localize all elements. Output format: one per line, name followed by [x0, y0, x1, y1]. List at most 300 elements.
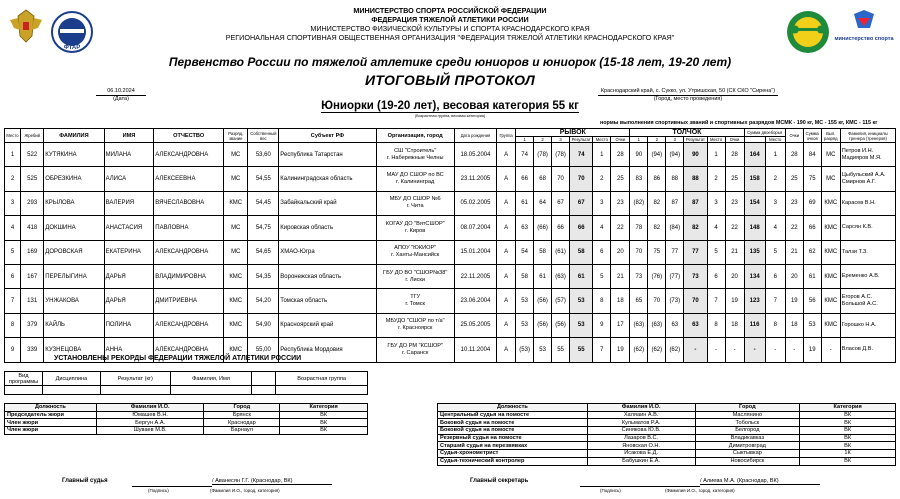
cell-c1: (82) [630, 191, 648, 215]
judges-row [438, 419, 896, 427]
cell-tp: 6 [765, 264, 785, 288]
cell-rank: КМС [224, 338, 248, 362]
cell-total: 123 [744, 289, 765, 313]
cell-tp: 4 [765, 216, 785, 240]
cell-total: 154 [744, 191, 765, 215]
cell-sp: 1 [593, 143, 611, 167]
place-caption: (Город, место проведения) [653, 96, 723, 102]
cell-coach: Сарсян К.В. [840, 216, 895, 240]
cell-org [376, 264, 454, 288]
chief-judge-name-caption: (Фамилия И.О., город, категория) [210, 488, 280, 493]
cell-s3: (63) [552, 264, 570, 288]
cell-sp: 7 [593, 338, 611, 362]
judges-cell: Новосибирск [695, 457, 800, 465]
org-city: г. Красноярск [398, 325, 433, 332]
judges-table [437, 403, 896, 466]
cell-birth: 10.11.2004 [454, 338, 496, 362]
cell-tp: - [765, 338, 785, 362]
col-region: Субъект РФ [279, 129, 376, 143]
jury-body [5, 411, 368, 434]
category-title [0, 100, 900, 112]
cell-s2: (56) [534, 313, 552, 337]
cell-c1: 65 [630, 289, 648, 313]
col-bodyweight: Собственный вес [248, 129, 279, 143]
cell-ful: МС [821, 143, 840, 167]
cell-sum: 84 [803, 143, 821, 167]
cell-bw: 54,35 [248, 264, 279, 288]
cell-coach: Егоров А.С. Большой А.С. [840, 289, 895, 313]
cell-cr: 88 [684, 167, 707, 191]
cell-ful: КМС [821, 264, 840, 288]
records-title-text: УСТАНОВЛЕНЫ РЕКОРДЫ ФЕДЕРАЦИИ ТЯЖЕЛОЙ АТЛЕТИКИ РОССИИ [54, 355, 302, 362]
cell-group: А [497, 167, 516, 191]
cell-patronymic: АЛЕКСАНДРОВНА [154, 338, 224, 362]
snatch-place: Место [593, 137, 611, 143]
org-name: ГБУ ДО ВО "СШОР№38" [383, 269, 448, 276]
org-name: АПОУ "ЮКИОР" [394, 245, 437, 252]
athlete-row [5, 191, 896, 215]
org-city: г. Калининград [396, 179, 435, 186]
jury-cell: ВК [280, 427, 368, 435]
org-name: ТГУ [410, 294, 421, 301]
cell-cr: 73 [684, 264, 707, 288]
cell-region: Калининградская область [279, 167, 376, 191]
judges-cell: Старший судья на перезвявках [438, 442, 588, 450]
cell-patronymic: АЛЕКСАНДРОВНА [154, 240, 224, 264]
athlete-row [5, 313, 896, 337]
cell-org [376, 191, 454, 215]
cell-spts: 22 [611, 216, 630, 240]
cell-cp: 8 [707, 313, 725, 337]
col-group: Группа [497, 129, 516, 143]
cell-s1: 53 [516, 313, 534, 337]
judges-col-name: Фамилия И.О. [587, 404, 695, 412]
records-col-empty [252, 372, 276, 386]
cell-group: А [497, 289, 516, 313]
cell-total: 135 [744, 240, 765, 264]
cell-spts: 28 [611, 143, 630, 167]
cell-cpts: 22 [725, 216, 744, 240]
cell-c2: (76) [648, 264, 666, 288]
cell-org [376, 313, 454, 337]
cell-surname: ОБРЕЗКИНА [44, 167, 104, 191]
cell-cr: 82 [684, 216, 707, 240]
results-table [4, 128, 896, 363]
judges-cell: ВК [800, 434, 896, 442]
athlete-row [5, 289, 896, 313]
cell-cpts: 23 [725, 191, 744, 215]
jury-cell: Член жюри [5, 419, 97, 427]
col-rank: Разряд, звание [224, 129, 248, 143]
chief-secretary-name-caption: (Фамилия И.О., город, категория) [665, 488, 735, 493]
cell-group: А [497, 191, 516, 215]
org-city: г. Лиски [405, 276, 425, 283]
cell-rank: КМС [224, 313, 248, 337]
org-city: г. Томск [405, 301, 426, 308]
cell-surname: КУТЯКИНА [44, 143, 104, 167]
chief-judge-sign-line [132, 486, 212, 487]
cell-region: Томская область [279, 289, 376, 313]
ftar-logo-icon [52, 12, 92, 52]
document-header [150, 6, 750, 42]
judges-cell: Резервный судья на помосте [438, 434, 588, 442]
cell-c3: 87 [666, 191, 684, 215]
cell-s1: 54 [516, 240, 534, 264]
krasnodar-weightlifting-logo-icon [787, 11, 829, 53]
records-col-age: Возрастная группа [276, 372, 368, 386]
jury-row [5, 427, 368, 435]
cj-result: Результат [684, 137, 707, 143]
cell-rank: МС [224, 240, 248, 264]
cell-cr: 70 [684, 289, 707, 313]
cell-patronymic: ВЯЧЕСЛАВОВНА [154, 191, 224, 215]
cell-group: А [497, 338, 516, 362]
cell-lot: 293 [21, 191, 44, 215]
cell-total: 158 [744, 167, 765, 191]
athlete-row [5, 264, 896, 288]
cell-name: АНАСТАСИЯ [104, 216, 154, 240]
date-value: 06.10.2024 [96, 88, 146, 96]
col-surname: ФАМИЛИЯ [44, 129, 104, 143]
cell-bw: 54,55 [248, 167, 279, 191]
chief-judge-label: Главный судья [62, 478, 108, 484]
cj-points: Очки [725, 137, 744, 143]
cell-cpts: 21 [725, 240, 744, 264]
judges-col-position: Должность [438, 404, 588, 412]
cell-birth: 22.11.2005 [454, 264, 496, 288]
judges-cell: Белгород [695, 427, 800, 435]
cell-s1: 74 [516, 143, 534, 167]
cell-group: А [497, 313, 516, 337]
cell-cpts: 19 [725, 289, 744, 313]
judges-cell: ВК [800, 419, 896, 427]
cell-total: - [744, 338, 765, 362]
cell-bw: 54,90 [248, 313, 279, 337]
cell-group: А [497, 264, 516, 288]
jury-cell: Брянск [204, 411, 280, 419]
russian-emblem-icon [10, 10, 42, 42]
cell-spts: 21 [611, 264, 630, 288]
cell-ful: - [821, 338, 840, 362]
cell-cp: 4 [707, 216, 725, 240]
snatch-result: Результат [570, 137, 593, 143]
cell-coach: Еременко А.В. [840, 264, 895, 288]
header-line-1: МИНИСТЕРСТВО СПОРТА РОССИЙСКОЙ ФЕДЕРАЦИИ [353, 6, 547, 15]
cell-name: ДАРЬЯ [104, 264, 154, 288]
org-name: СШ "Строитель" [394, 147, 437, 154]
col-sum-points: Сумма очков [803, 129, 821, 143]
cell-cr: 87 [684, 191, 707, 215]
cell-sum: 19 [803, 338, 821, 362]
records-row [5, 386, 368, 395]
cell-place: 7 [5, 289, 21, 313]
cell-cr: 63 [684, 313, 707, 337]
cell-surname: КАЙЛЬ [44, 313, 104, 337]
cell-cp: 5 [707, 240, 725, 264]
jury-cell: Бергун А.А. [96, 419, 204, 427]
cell-place: 5 [5, 240, 21, 264]
cell-sp: 4 [593, 216, 611, 240]
cell-cp: 2 [707, 167, 725, 191]
cell-sum: 75 [803, 167, 821, 191]
cj-att2: 2 [648, 137, 666, 143]
cell-birth: 23.11.2005 [454, 167, 496, 191]
cell-rank: КМС [224, 289, 248, 313]
col-cj: ТОЛЧОК [630, 129, 744, 137]
place-value: Краснодарский край, с. Сукко, ул. Утришская, 50 (СК СКО "Сирена") [598, 88, 778, 96]
cell-sr: 53 [570, 313, 593, 337]
chief-secretary-sign-caption: (Подпись) [600, 488, 621, 493]
judges-cell: Боковой судья на помосте [438, 427, 588, 435]
col-total-points: Очки [785, 129, 803, 143]
judges-cell: Боковой судья на помосте [438, 419, 588, 427]
cell-cpts: 28 [725, 143, 744, 167]
cell-s2: (56) [534, 289, 552, 313]
cell-c2: 75 [648, 240, 666, 264]
cell-place: 1 [5, 143, 21, 167]
cell-cr: 90 [684, 143, 707, 167]
cell-c3: (94) [666, 143, 684, 167]
judges-cell: Сыктывкар [695, 450, 800, 458]
svg-text:ФТАР: ФТАР [63, 45, 81, 51]
cell-rank: КМС [224, 191, 248, 215]
norms-text: нормы выполнения спортивных званий и спортивных разрядов МСМК - 190 кг, МС - 155 кг, КМС - 115 кг [600, 120, 878, 126]
cell-s2: (78) [534, 143, 552, 167]
cell-rank: МС [224, 167, 248, 191]
cell-place: 6 [5, 264, 21, 288]
cell-s1: 66 [516, 167, 534, 191]
cell-sp: 5 [593, 264, 611, 288]
cell-sp: 2 [593, 167, 611, 191]
cell-cpts: 18 [725, 313, 744, 337]
cell-group: А [497, 216, 516, 240]
cell-sum: 56 [803, 289, 821, 313]
cell-tpts: 22 [785, 216, 803, 240]
jury-col-city: Город [204, 404, 280, 412]
athlete-row [5, 143, 896, 167]
cell-total: 164 [744, 143, 765, 167]
col-coaches: Фамилия, инициалы тренера (тренеров) [840, 129, 895, 143]
records-title [54, 355, 301, 362]
judges-row [438, 411, 896, 419]
cell-sum: 61 [803, 264, 821, 288]
cj-att1: 1 [630, 137, 648, 143]
cell-sum: 69 [803, 191, 821, 215]
cell-birth: 15.01.2004 [454, 240, 496, 264]
cell-coach: Карасев В.Н. [840, 191, 895, 215]
cell-sum: 53 [803, 313, 821, 337]
cell-place: 4 [5, 216, 21, 240]
org-city: г. Саранск [402, 349, 429, 356]
org-city: г. Набережные Челны [386, 154, 444, 161]
records-col-result: Результат (кг) [100, 372, 170, 386]
cell-c3: (84) [666, 216, 684, 240]
judges-row [438, 450, 896, 458]
total-place-head: Место [765, 137, 785, 143]
cell-total: 116 [744, 313, 765, 337]
cell-bw: 53,60 [248, 143, 279, 167]
chief-secretary-sign-line [580, 486, 700, 487]
cell-name: ВАЛЕРИЯ [104, 191, 154, 215]
judges-cell: Маслянино [695, 411, 800, 419]
cell-lot: 418 [21, 216, 44, 240]
jury-col-category: Категория [280, 404, 368, 412]
cell-cr: - [684, 338, 707, 362]
cell-bw: 54,20 [248, 289, 279, 313]
cell-birth: 08.07.2004 [454, 216, 496, 240]
judges-cell: Тобольск [695, 419, 800, 427]
cell-tp: 3 [765, 191, 785, 215]
cell-spts: 23 [611, 191, 630, 215]
col-patronymic: ОТЧЕСТВО [154, 129, 224, 143]
cell-tp: 7 [765, 289, 785, 313]
cell-birth: 18.05.2004 [454, 143, 496, 167]
org-name: КОГАУ ДО "ВятСШОР" [385, 220, 445, 227]
cell-group: А [497, 240, 516, 264]
cell-tpts: 21 [785, 240, 803, 264]
judges-cell: Бабушкин Е.А. [587, 457, 695, 465]
col-org: Организация, город [376, 129, 454, 143]
cell-cp: 7 [707, 289, 725, 313]
cell-c3: 77 [666, 240, 684, 264]
cell-lot: 131 [21, 289, 44, 313]
cell-sum: 66 [803, 216, 821, 240]
cell-s3: 55 [552, 338, 570, 362]
cell-patronymic: ДМИТРИЕВНА [154, 289, 224, 313]
competition-title: Первенство России по тяжелой атлетике среди юниоров и юниорок (15-18 лет, 19-20 лет) [168, 55, 732, 69]
cell-bw: 55,00 [248, 338, 279, 362]
cell-s3: 66 [552, 216, 570, 240]
cell-spts: 20 [611, 240, 630, 264]
athlete-row [5, 216, 896, 240]
judges-cell: 1К [800, 450, 896, 458]
cell-bw: 54,65 [248, 240, 279, 264]
cell-ful: КМС [821, 191, 840, 215]
cell-spts: 17 [611, 313, 630, 337]
judges-cell: ВК [800, 442, 896, 450]
cell-cp: 1 [707, 143, 725, 167]
cell-s2: (66) [534, 216, 552, 240]
cell-c2: (62) [648, 338, 666, 362]
cell-total: 148 [744, 216, 765, 240]
jury-col-name: Фамилия И.О. [96, 404, 204, 412]
col-total: Сумма двоеборья [744, 129, 785, 137]
jury-cell: Барнаул [204, 427, 280, 435]
judges-cell: Кульматов Р.А. [587, 419, 695, 427]
judges-cell: Центральный судья на помосте [438, 411, 588, 419]
cell-tpts: 20 [785, 264, 803, 288]
cell-surname: ДОКШИНА [44, 216, 104, 240]
cell-surname: КУЗНЕЦОВА [44, 338, 104, 362]
cell-cp: 3 [707, 191, 725, 215]
cell-sp: 8 [593, 289, 611, 313]
snatch-att3: 3 [552, 137, 570, 143]
cell-sum: 62 [803, 240, 821, 264]
cell-tpts: 18 [785, 313, 803, 337]
cell-s2: 61 [534, 264, 552, 288]
cell-bw: 54,45 [248, 191, 279, 215]
judges-row [438, 442, 896, 450]
ministry-logo-icon [834, 10, 894, 42]
cell-surname: ДОРОВСКАЯ [44, 240, 104, 264]
cell-total: 134 [744, 264, 765, 288]
cell-s3: 70 [552, 167, 570, 191]
cell-name: АННА [104, 338, 154, 362]
snatch-points: Очки [611, 137, 630, 143]
category-caption: (Возрастная группа, весовая категория) [414, 114, 486, 118]
cell-group: А [497, 143, 516, 167]
cell-surname: КРЫЛОВА [44, 191, 104, 215]
cell-cp: - [707, 338, 725, 362]
cell-s2: 53 [534, 338, 552, 362]
athlete-row [5, 167, 896, 191]
cell-ful: КМС [821, 289, 840, 313]
cell-ful: КМС [821, 313, 840, 337]
cell-sr: 55 [570, 338, 593, 362]
cell-sr: 61 [570, 264, 593, 288]
cell-tpts: 19 [785, 289, 803, 313]
cell-sr: 66 [570, 216, 593, 240]
records-col-name: Фамилия, Имя [170, 372, 252, 386]
jury-cell: Краснодар [204, 419, 280, 427]
col-name: ИМЯ [104, 129, 154, 143]
cell-patronymic: АЛЕКСАНДРОВНА [154, 143, 224, 167]
svg-text:министерство спорта: министерство спорта [834, 36, 894, 42]
chief-secretary-label: Главный секретарь [470, 478, 529, 484]
cell-name: АЛИСА [104, 167, 154, 191]
cell-birth: 05.02.2005 [454, 191, 496, 215]
judges-row [438, 457, 896, 465]
cell-tp: 2 [765, 167, 785, 191]
chief-judge-name: / Аванесян Г.Г. (Краснодар, ВК) [212, 478, 332, 485]
cell-patronymic: ВЛАДИМИРОВНА [154, 264, 224, 288]
cell-s1: 58 [516, 264, 534, 288]
snatch-att2: 2 [534, 137, 552, 143]
cell-c3: 63 [666, 313, 684, 337]
cell-region: Кировская область [279, 216, 376, 240]
cell-cr: 77 [684, 240, 707, 264]
cell-c2: 82 [648, 216, 666, 240]
cell-sp: 9 [593, 313, 611, 337]
cell-rank: МС [224, 143, 248, 167]
cj-att3: 3 [666, 137, 684, 143]
cell-s3: (61) [552, 240, 570, 264]
cell-sr: 67 [570, 191, 593, 215]
federation-logos [6, 6, 96, 58]
chief-secretary-name: / Алиева М.А. (Краснодар, ВК) [700, 478, 820, 485]
org-city: г. Ханты-Мансийск [391, 252, 440, 259]
org-name: МБУДО "СШОР по т/а" [385, 318, 445, 325]
cell-s3: (56) [552, 313, 570, 337]
cell-org [376, 338, 454, 362]
jury-cell: Председатель жюри [5, 411, 97, 419]
judges-cell: ВК [800, 457, 896, 465]
cell-coach: Власов Д.В. [840, 338, 895, 362]
cell-ful: КМС [821, 240, 840, 264]
cell-org [376, 240, 454, 264]
snatch-att1: 1 [516, 137, 534, 143]
jury-col-position: Должность [5, 404, 97, 412]
cell-tpts: 23 [785, 191, 803, 215]
cell-c3: (73) [666, 289, 684, 313]
header-line-4: РЕГИОНАЛЬНАЯ СПОРТИВНАЯ ОБЩЕСТВЕННАЯ ОРГАНИЗАЦИЯ "ФЕДЕРАЦИЯ ТЯЖЕЛОЙ АТЛЕТИКИ КРАСНОДАРСКОГО КРАЯ" [225, 33, 675, 42]
cell-lot: 167 [21, 264, 44, 288]
cell-region: Республика Мордовия [279, 338, 376, 362]
results-body [5, 143, 896, 363]
date-caption: (Дата) [113, 96, 129, 102]
cell-c1: 70 [630, 240, 648, 264]
header-line-3: МИНИСТЕРСТВО ФИЗИЧЕСКОЙ КУЛЬТУРЫ И СПОРТА КРАСНОДАРСКОГО КРАЯ [310, 24, 590, 33]
